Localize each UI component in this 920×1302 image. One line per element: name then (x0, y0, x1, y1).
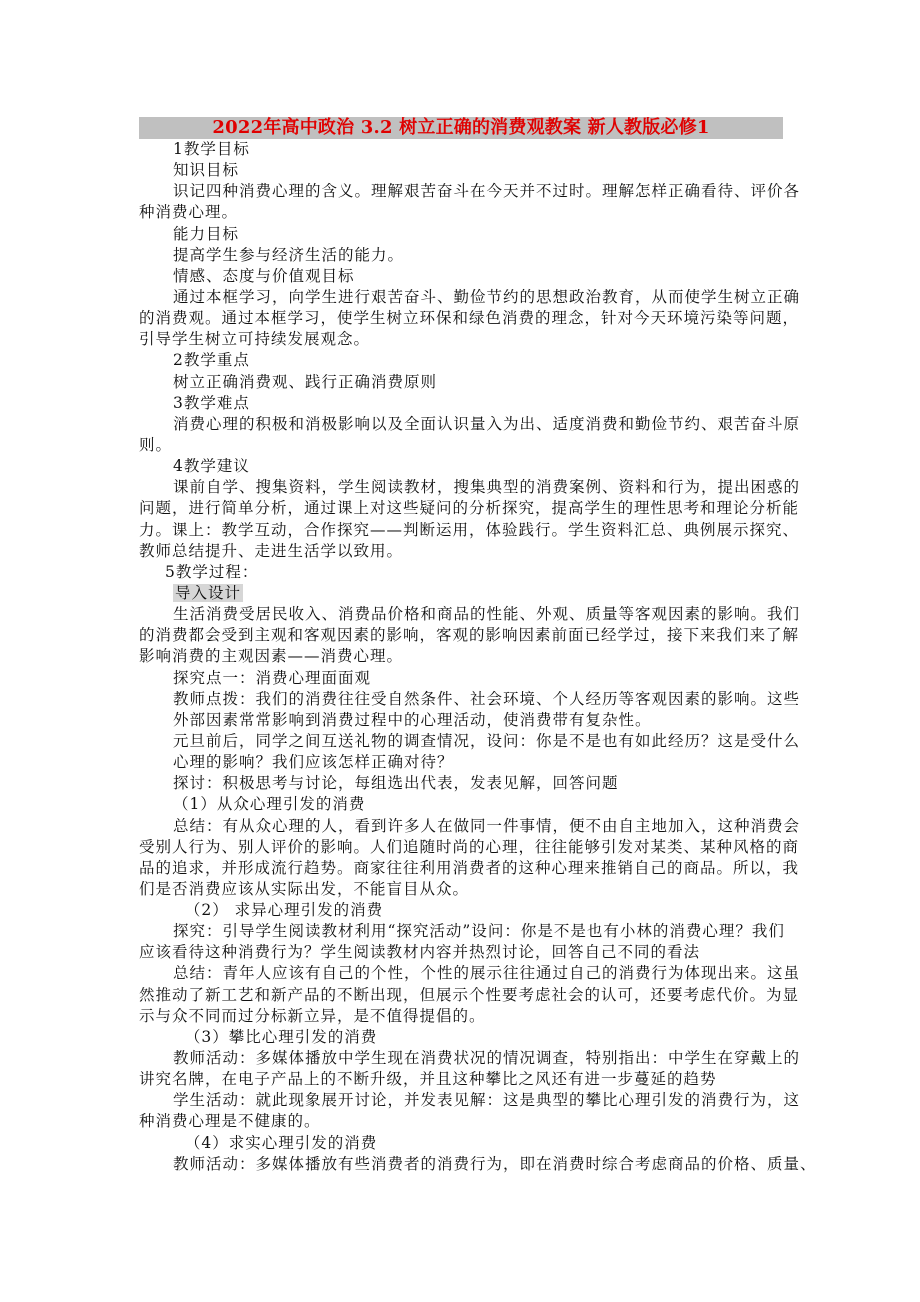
paragraph-line: 提高学生参与经济生活的能力。 (173, 245, 405, 264)
paragraph (139, 921, 783, 963)
paragraph-line: 知识目标 (173, 161, 240, 180)
document-body (139, 139, 817, 1175)
paragraph-line: （2） 求异心理引发的消费 (173, 901, 384, 920)
paragraph-line: 教师活动：多媒体播放中学生现在消费状况的情况调查，特别指出：中学生在穿戴上的 (173, 1049, 801, 1068)
paragraph-line: （1）从众心理引发的消费 (173, 795, 366, 814)
paragraph (139, 794, 783, 815)
paragraph-line: 树立正确消费观、践行正确消费原则 (173, 372, 438, 391)
paragraph-line: 种消费心理是不健康的。 (139, 1112, 321, 1131)
paragraph-line: 情感、态度与价值观目标 (173, 266, 355, 285)
paragraph-line: 5教学过程： (165, 562, 259, 581)
paragraph-line: 教师活动：多媒体播放有些消费者的消费行为，即在消费时综合考虑商品的价格、质量、 (173, 1154, 817, 1173)
paragraph (139, 245, 783, 266)
paragraph (139, 1027, 783, 1048)
paragraph-line: 1教学目标 (173, 140, 250, 158)
paragraph-line: 则。 (139, 435, 173, 454)
paragraph-line: 教师总结提升、走进生活学以致用。 (139, 541, 404, 560)
paragraph (139, 139, 783, 160)
paragraph-line: 总结：青年人应该有自己的个性，个性的展示往往通过自己的消费行为体现出来。这虽 (173, 964, 801, 983)
paragraph-line: 课前自学、搜集资料，学生阅读教材，搜集典型的消费案例、资料和行为，提出困惑的 (173, 478, 801, 497)
document-title: 2022年高中政治 3.2 树立正确的消费观教案 新人教版必修1 (139, 117, 783, 139)
paragraph (139, 900, 783, 921)
paragraph (139, 604, 801, 667)
paragraph (139, 668, 783, 689)
paragraph (139, 287, 801, 350)
paragraph-line: 的消费观。通过本框学习，使学生树立环保和绿色消费的理念，针对今天环境污染等问题， (139, 309, 800, 328)
paragraph (139, 456, 783, 477)
paragraph-line: 3教学难点 (173, 393, 250, 412)
paragraph-line (139, 583, 783, 604)
paragraph-line: 元旦前后，同学之间互送礼物的调查情况，设问：你是不是也有如此经历？这是受什么 (173, 731, 801, 750)
highlighted-heading: 导入设计 (175, 583, 242, 602)
paragraph (139, 181, 801, 223)
paragraph (139, 414, 801, 456)
paragraph (139, 963, 801, 1026)
paragraph-line: 教师点拨：我们的消费往往受自然条件、社会环境、个人经历等客观因素的影响。这些 (173, 689, 801, 708)
paragraph (139, 1048, 801, 1090)
paragraph (139, 1090, 801, 1132)
paragraph (139, 372, 783, 393)
paragraph-line: 通过本框学习，向学生进行艰苦奋斗、勤俭节约的思想政治教育，从而使学生树立正确 (173, 287, 801, 306)
paragraph-line: 探究点一：消费心理面面观 (173, 668, 372, 687)
paragraph-line: 探究：引导学生阅读教材利用“探究活动”设问：你是不是也有小林的消费心理？我们 (173, 922, 785, 941)
paragraph (139, 689, 801, 731)
paragraph-line: 学生活动：就此现象展开讨论，并发表见解：这是典型的攀比心理引发的消费行为，这 (173, 1091, 801, 1110)
paragraph-line: 力。课上：教学互动，合作探究——判断运用，体验践行。学生资料汇总、典例展示探究、 (139, 520, 800, 539)
paragraph-line: 2教学重点 (173, 351, 250, 370)
paragraph-line: 4教学建议 (173, 457, 250, 476)
paragraph (139, 477, 801, 562)
paragraph-line: 心理的影响？我们应该怎样正确对待？ (173, 753, 454, 772)
paragraph-line: 讲究名牌，在电子产品上的不断升级，并且这种攀比之风还有进一步蔓延的趋势 (139, 1070, 717, 1089)
paragraph-line: 问题，进行简单分析，通过课上对这些疑问的分析探究，提高学生的理性思考和理论分析能 (139, 499, 800, 518)
paragraph-line: 引导学生树立可持续发展观念。 (139, 330, 371, 349)
paragraph (139, 160, 783, 181)
paragraph (139, 1133, 783, 1154)
paragraph-line: 生活消费受居民收入、消费品价格和商品的性能、外观、质量等客观因素的影响。我们 (173, 605, 801, 624)
paragraph (139, 773, 783, 794)
paragraph (139, 562, 783, 583)
paragraph (139, 816, 801, 901)
paragraph-line: 能力目标 (173, 224, 240, 243)
paragraph-line: 品的追求，并形成流行趋势。商家往往利用消费者的这种心理来推销自己的商品。所以，我 (139, 858, 800, 877)
paragraph-line: （3）攀比心理引发的消费 (173, 1027, 378, 1046)
paragraph-line: 影响消费的主观因素——消费心理。 (139, 647, 404, 666)
paragraph (139, 224, 783, 245)
paragraph (139, 266, 783, 287)
paragraph-line: 识记四种消费心理的含义。理解艰苦奋斗在今天并不过时。理解怎样正确看待、评价各 (173, 182, 801, 201)
paragraph-line: 消费心理的积极和消极影响以及全面认识量入为出、适度消费和勤俭节约、艰苦奋斗原 (173, 414, 801, 433)
paragraph (139, 350, 783, 371)
paragraph (139, 583, 783, 604)
paragraph (139, 393, 783, 414)
paragraph (139, 731, 801, 773)
paragraph-line: 们是否消费应该从实际出发，不能盲目从众。 (139, 879, 470, 898)
paragraph-line: 示与众不同而过分标新立异，是不值得提倡的。 (139, 1006, 486, 1025)
paragraph-line: 外部因素常常影响到消费过程中的心理活动，使消费带有复杂性。 (173, 710, 652, 729)
paragraph (139, 1154, 817, 1175)
document-page (139, 117, 817, 1175)
paragraph-line: 然推动了新工艺和新产品的不断出现，但展示个性要考虑社会的认可，还要考虑代价。为显 (139, 985, 800, 1004)
paragraph-line: 的消费都会受到主观和客观因素的影响，客观的影响因素前面已经学过，接下来我们来了解 (139, 626, 800, 645)
paragraph-line: 应该看待这种消费行为？学生阅读教材内容并热烈讨论，回答自己不同的看法 (139, 943, 701, 962)
paragraph-line: 总结：有从众心理的人，看到许多人在做同一件事情，便不由自主地加入，这种消费会 (173, 816, 801, 835)
paragraph-line: 种消费心理。 (139, 203, 239, 222)
paragraph-line: （4）求实心理引发的消费 (173, 1133, 378, 1152)
paragraph-line: 探讨：积极思考与讨论，每组选出代表，发表见解，回答问题 (173, 774, 619, 793)
paragraph-line: 受别人行为、别人评价的影响。人们追随时尚的心理，往往能够引发对某类、某种风格的商 (139, 837, 800, 856)
